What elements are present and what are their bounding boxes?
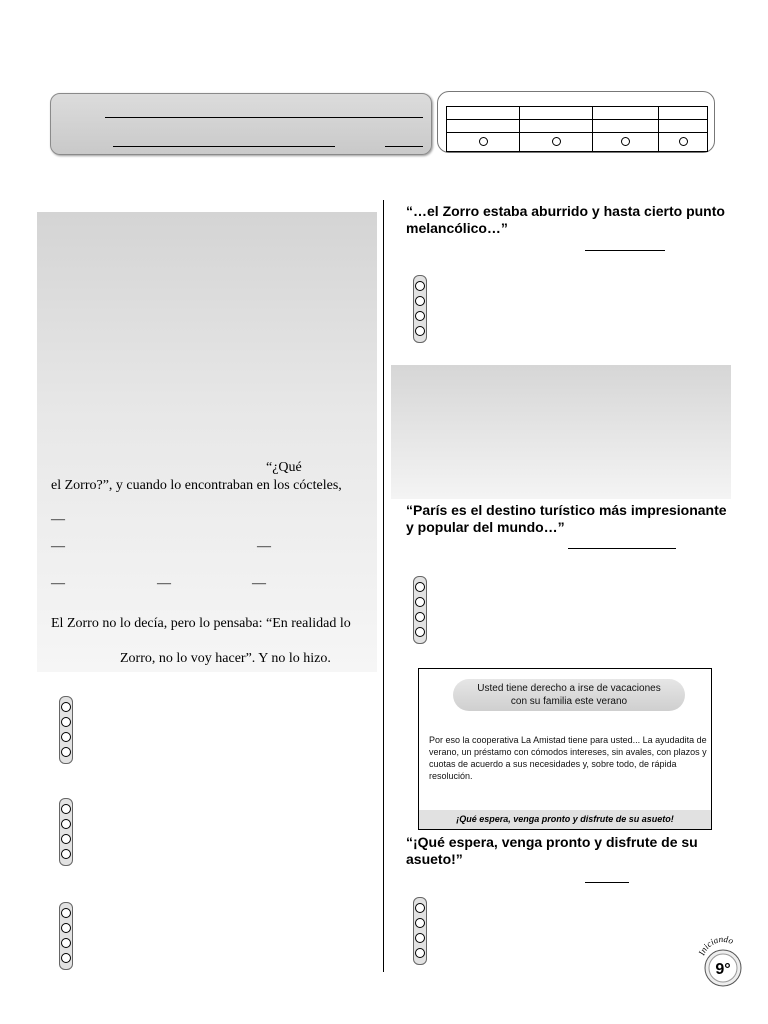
option-d-circle[interactable]	[415, 326, 425, 336]
circle-icon	[621, 137, 630, 146]
score-option[interactable]	[593, 133, 659, 152]
circle-icon	[479, 137, 488, 146]
passage-line: el Zorro?”, y cuando lo encontraban en los cócteles,	[51, 478, 342, 493]
option-c-circle[interactable]	[61, 834, 71, 844]
question-quote: “¡Qué espera, venga pronto y disfrute de su asueto!”	[406, 834, 698, 867]
dialogue-dash: —	[257, 539, 271, 554]
option-b-circle[interactable]	[415, 296, 425, 306]
option-c-circle[interactable]	[61, 732, 71, 742]
grade-line[interactable]	[113, 146, 335, 147]
score-cell	[520, 107, 593, 120]
option-d-circle[interactable]	[61, 849, 71, 859]
option-b-circle[interactable]	[415, 918, 425, 928]
answer-options	[59, 696, 73, 764]
answer-options	[59, 902, 73, 970]
logo-arc-text: Iniciando	[696, 933, 735, 957]
option-d-circle[interactable]	[415, 627, 425, 637]
option-a-circle[interactable]	[61, 908, 71, 918]
ad-headline	[453, 679, 685, 711]
score-cell	[593, 120, 659, 133]
option-d-circle[interactable]	[61, 953, 71, 963]
passage-line: El Zorro no lo decía, pero lo pensaba: “En realidad lo	[51, 616, 351, 631]
answer-options	[413, 897, 427, 965]
option-a-circle[interactable]	[415, 582, 425, 592]
name-line[interactable]	[105, 117, 423, 118]
option-b-circle[interactable]	[415, 597, 425, 607]
dialogue-dash: —	[252, 576, 266, 591]
image-area	[391, 365, 731, 499]
circle-icon	[552, 137, 561, 146]
score-box	[437, 91, 715, 153]
student-info-box	[50, 93, 432, 155]
dialogue-dash: —	[51, 576, 65, 591]
dialogue-dash: —	[157, 576, 171, 591]
score-cell	[659, 120, 708, 133]
number-line[interactable]	[385, 146, 423, 147]
answer-line[interactable]	[568, 548, 676, 549]
option-a-circle[interactable]	[415, 903, 425, 913]
score-cell	[447, 107, 520, 120]
score-table	[446, 106, 708, 152]
option-c-circle[interactable]	[415, 612, 425, 622]
ad-headline-line2: con su familia este verano	[510, 696, 628, 707]
option-c-circle[interactable]	[61, 938, 71, 948]
option-c-circle[interactable]	[415, 311, 425, 321]
reading-passage-panel	[37, 212, 377, 672]
option-b-circle[interactable]	[61, 923, 71, 933]
option-a-circle[interactable]	[415, 281, 425, 291]
option-d-circle[interactable]	[415, 948, 425, 958]
score-option[interactable]	[659, 133, 708, 152]
passage-line: “¿Qué	[266, 460, 302, 475]
circle-icon	[679, 137, 688, 146]
dialogue-dash: —	[51, 539, 65, 554]
question-quote: “París es el destino turístico más impresionante y popular del mundo…”	[406, 502, 727, 535]
passage-line: Zorro, no lo voy hacer”. Y no lo hizo.	[120, 651, 331, 666]
score-cell	[520, 120, 593, 133]
logo-grade: 9°	[715, 961, 731, 978]
option-a-circle[interactable]	[61, 702, 71, 712]
score-cell	[447, 120, 520, 133]
option-c-circle[interactable]	[415, 933, 425, 943]
score-cell	[659, 107, 708, 120]
score-option[interactable]	[447, 133, 520, 152]
option-d-circle[interactable]	[61, 747, 71, 757]
answer-options	[59, 798, 73, 866]
advertisement	[418, 668, 712, 830]
answer-options	[413, 576, 427, 644]
column-divider	[383, 200, 384, 972]
answer-options	[413, 275, 427, 343]
dialogue-dash: —	[51, 512, 65, 527]
ad-headline-line1: Usted tiene derecho a irse de vacaciones	[477, 683, 661, 694]
answer-line[interactable]	[585, 882, 629, 883]
option-b-circle[interactable]	[61, 819, 71, 829]
question-quote: “…el Zorro estaba aburrido y hasta cierto punto melancólico…”	[406, 203, 725, 236]
score-cell	[593, 107, 659, 120]
answer-line[interactable]	[585, 250, 665, 251]
iniciando-logo	[695, 932, 751, 992]
ad-footer: ¡Qué espera, venga pronto y disfrute de su asueto!	[419, 810, 711, 829]
score-option[interactable]	[520, 133, 593, 152]
option-a-circle[interactable]	[61, 804, 71, 814]
ad-body: Por eso la cooperativa La Amistad tiene para usted... La ayudadita de verano, un préstamo con cómodos intereses, sin avales, con plazos y cuotas de acuerdo a sus necesidades y, sobre todo, de rápida resolución.	[429, 735, 707, 781]
option-b-circle[interactable]	[61, 717, 71, 727]
